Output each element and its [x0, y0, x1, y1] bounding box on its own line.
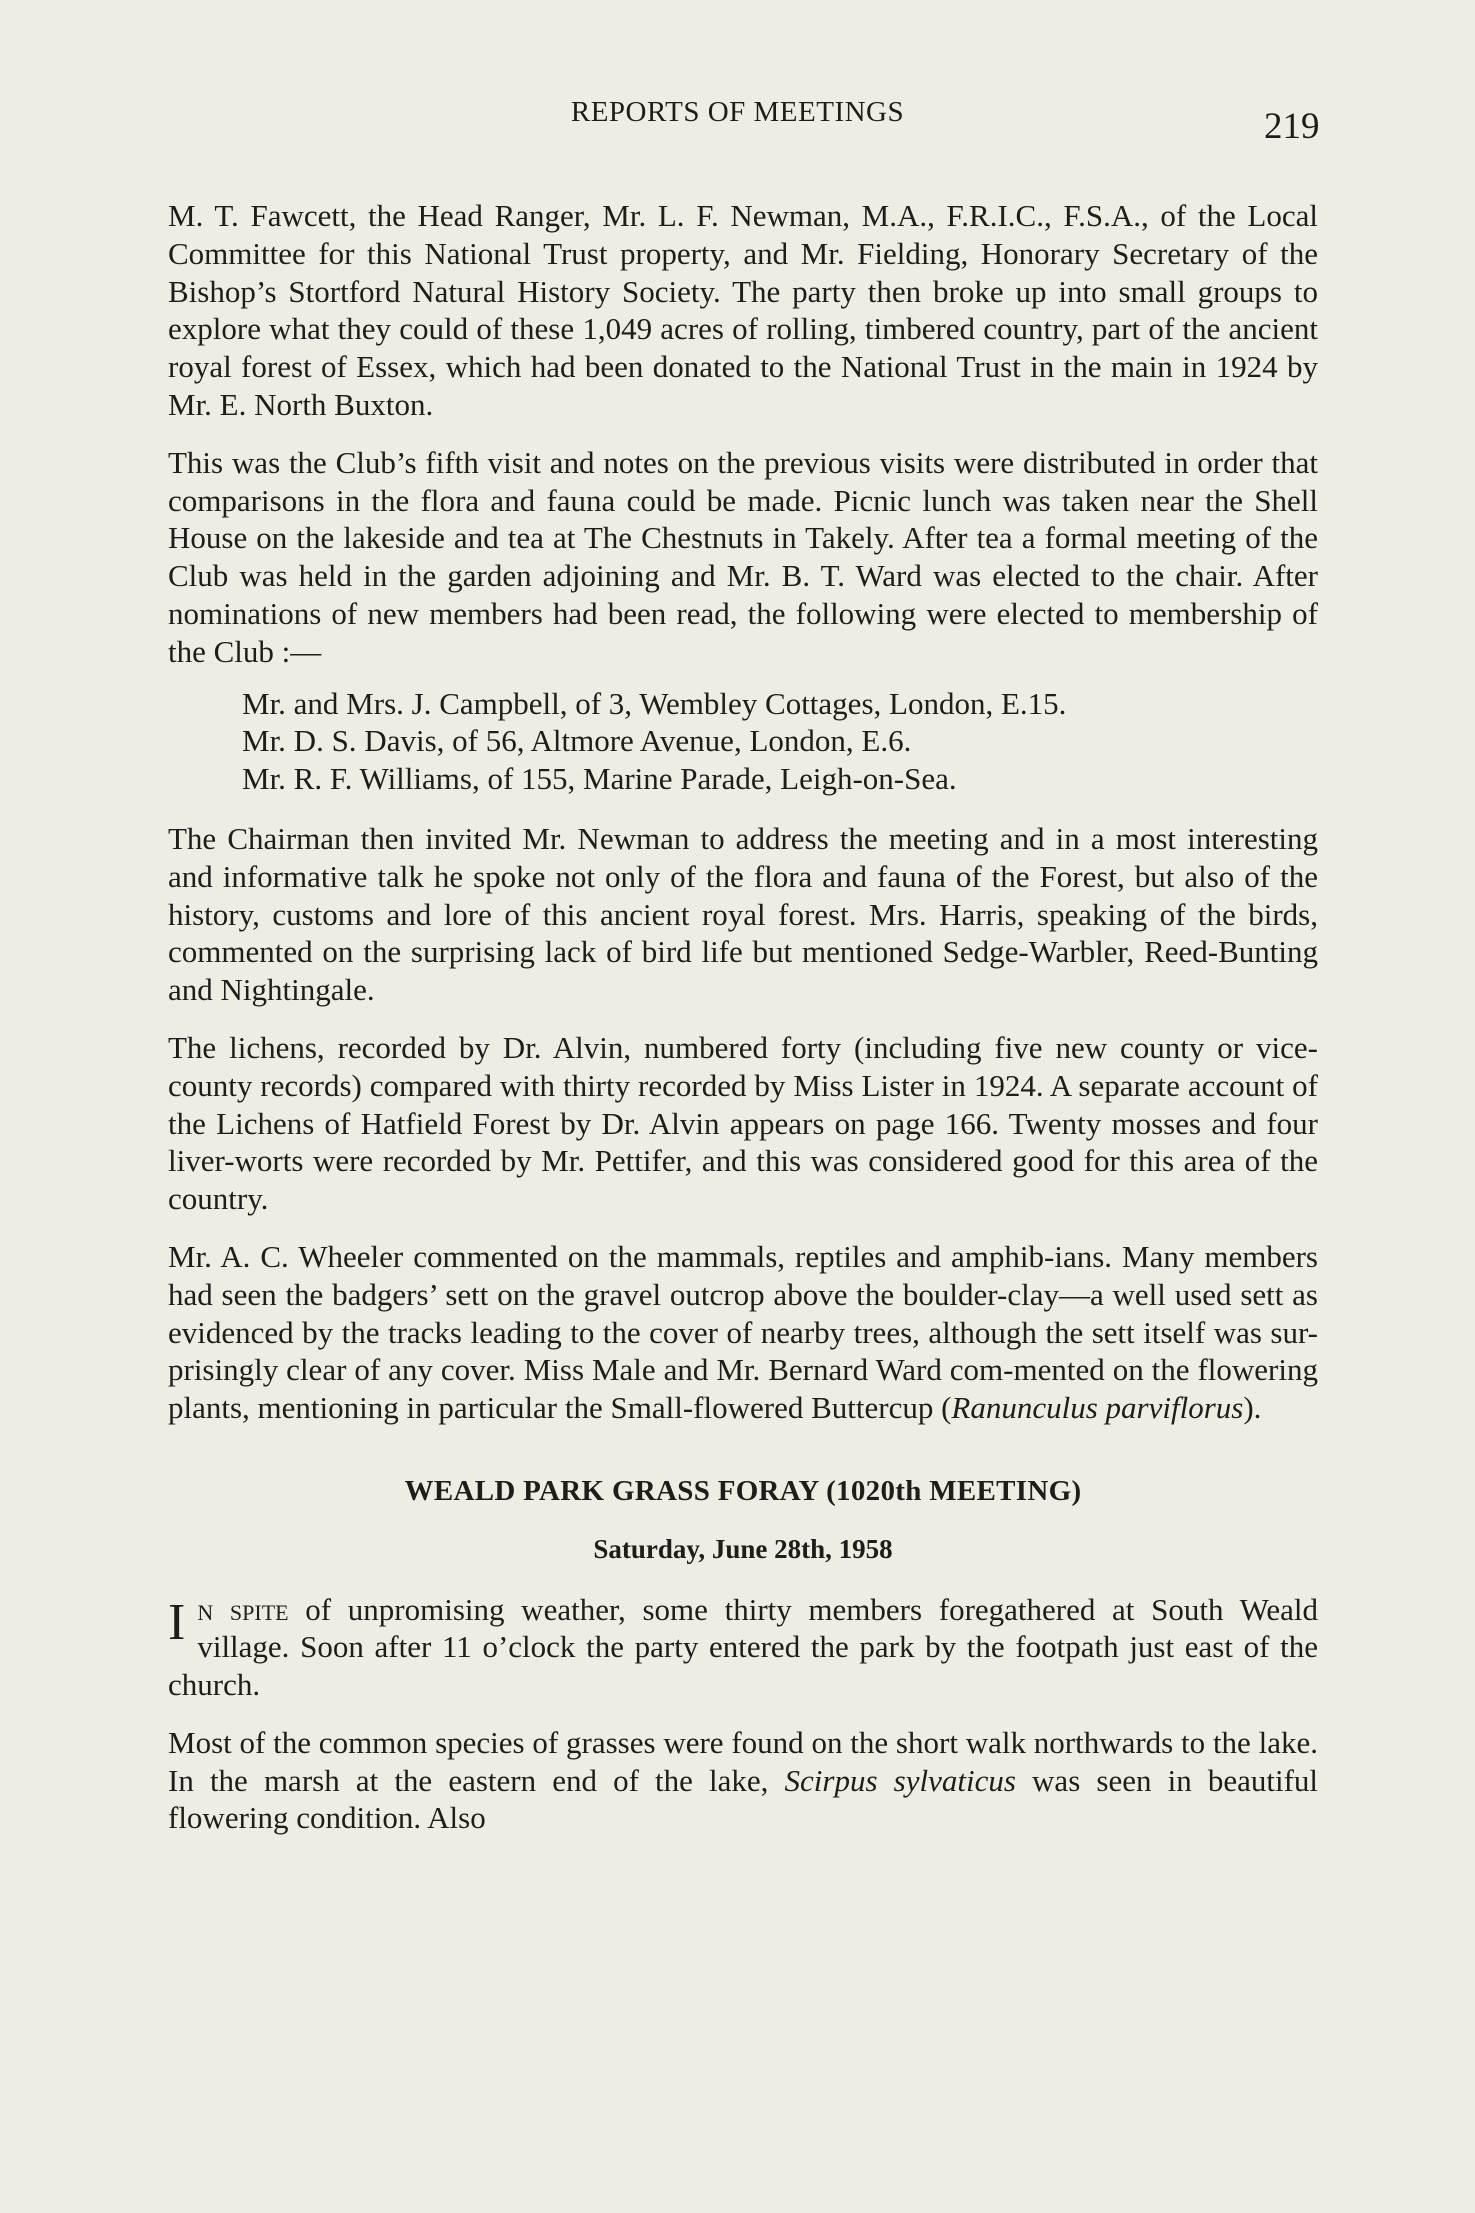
paragraph-mammals-text: Mr. A. C. Wheeler commented on the mammals, reptiles and amphib-ians. Many members had seen the badgers’ sett on the gravel outcrop above the boulder-clay—a well used sett as evidenced by the tracks leading to the cover of nearby trees, although the sett itself was sur-prisingly clear of any cover. Miss Male and Mr. Bernard Ward com-mented on the flowering plants, mentioning in particular the Small-flowered Buttercup ( [168, 1238, 1318, 1426]
paragraph-lichens: The lichens, recorded by Dr. Alvin, numbered forty (including five new county or vice-county records) compared with thirty recorded by Miss Lister in 1924. A separate account of the Lichens of Hatfield Forest by Dr. Alvin appears on page 166. Twenty mosses and four liver-worts were recorded by Mr. Pettifer, and this was considered good for this area of the country. [168, 1029, 1318, 1217]
paragraph-weald-intro-text: of unpromising weather, some thirty members foregathered at South Weald village. Soon after 11 o’clock the party entered the park by the footpath just east of the church. [168, 1591, 1318, 1703]
latin-name-scirpus: Scirpus sylvaticus [784, 1762, 1016, 1798]
paragraph-grasses-text: Most of the common species of grasses were found on the short walk northwards to the lake. In the marsh at the eastern end of the lake, [168, 1724, 1318, 1798]
new-member-entry: Mr. D. S. Davis, of 56, Altmore Avenue, London, E.6. [242, 723, 912, 759]
new-member-entry: Mr. and Mrs. J. Campbell, of 3, Wembley Cottages, London, E.15. [242, 685, 1067, 721]
new-member-entry: Mr. R. F. Williams, of 155, Marine Parade, Leigh-on-Sea. [242, 761, 957, 797]
paragraph-grasses [168, 1724, 1318, 1837]
paragraph-weald-intro [168, 1591, 1318, 1704]
new-members-list [242, 685, 1318, 798]
paragraph-chairman-talk: The Chairman then invited Mr. Newman to address the meeting and in a most interesting and informative talk he spoke not only of the flora and fauna of the Forest, but also of the history, customs and lore of this ancient royal forest. Mrs. Harris, speaking of the birds, commented on the surprising lack of bird life but mentioned Sedge-Warbler, Reed-Bunting and Nightingale. [168, 820, 1318, 1008]
latin-name-ranunculus: Ranunculus parviflorus [951, 1390, 1244, 1426]
page-body [168, 197, 1318, 1837]
drop-cap: I [168, 1593, 186, 1651]
paragraph-grasses-end: was seen in beautiful flowering condition. Also [168, 1762, 1318, 1836]
page-number: 219 [1264, 106, 1320, 147]
section-date: Saturday, June 28th, 1958 [593, 1533, 893, 1564]
small-caps-opening: n spite [197, 1591, 289, 1627]
section-title: WEALD PARK GRASS FORAY (1020th MEETING) [404, 1474, 1082, 1507]
paragraph-attendees: M. T. Fawcett, the Head Ranger, Mr. L. F. Newman, M.A., F.R.I.C., F.S.A., of the Local Committee for this National Trust property, and Mr. Fielding, Honorary Secretary of the Bishop’s Stortford Natural History Society. The party then broke up into small groups to explore what they could of these 1,049 acres of rolling, timbered country, part of the ancient royal forest of Essex, which had been donated to the National Trust in the main in 1924 by Mr. E. North Buxton. [168, 198, 1318, 422]
running-head: REPORTS OF MEETINGS [570, 96, 905, 128]
paragraph-mammals [168, 1238, 1318, 1427]
paragraph-mammals-end: ). [1243, 1390, 1262, 1426]
paragraph-club-visit: This was the Club’s fifth visit and notes on the previous visits were distributed in order that comparisons in the flora and fauna could be made. Picnic lunch was taken near the Shell House on the lakeside and tea at The Chestnuts in Takely. After tea a formal meeting of the Club was held in the garden adjoining and Mr. B. T. Ward was elected to the chair. After nominations of new members had been read, the following were elected to membership of the Club :— [168, 444, 1318, 669]
